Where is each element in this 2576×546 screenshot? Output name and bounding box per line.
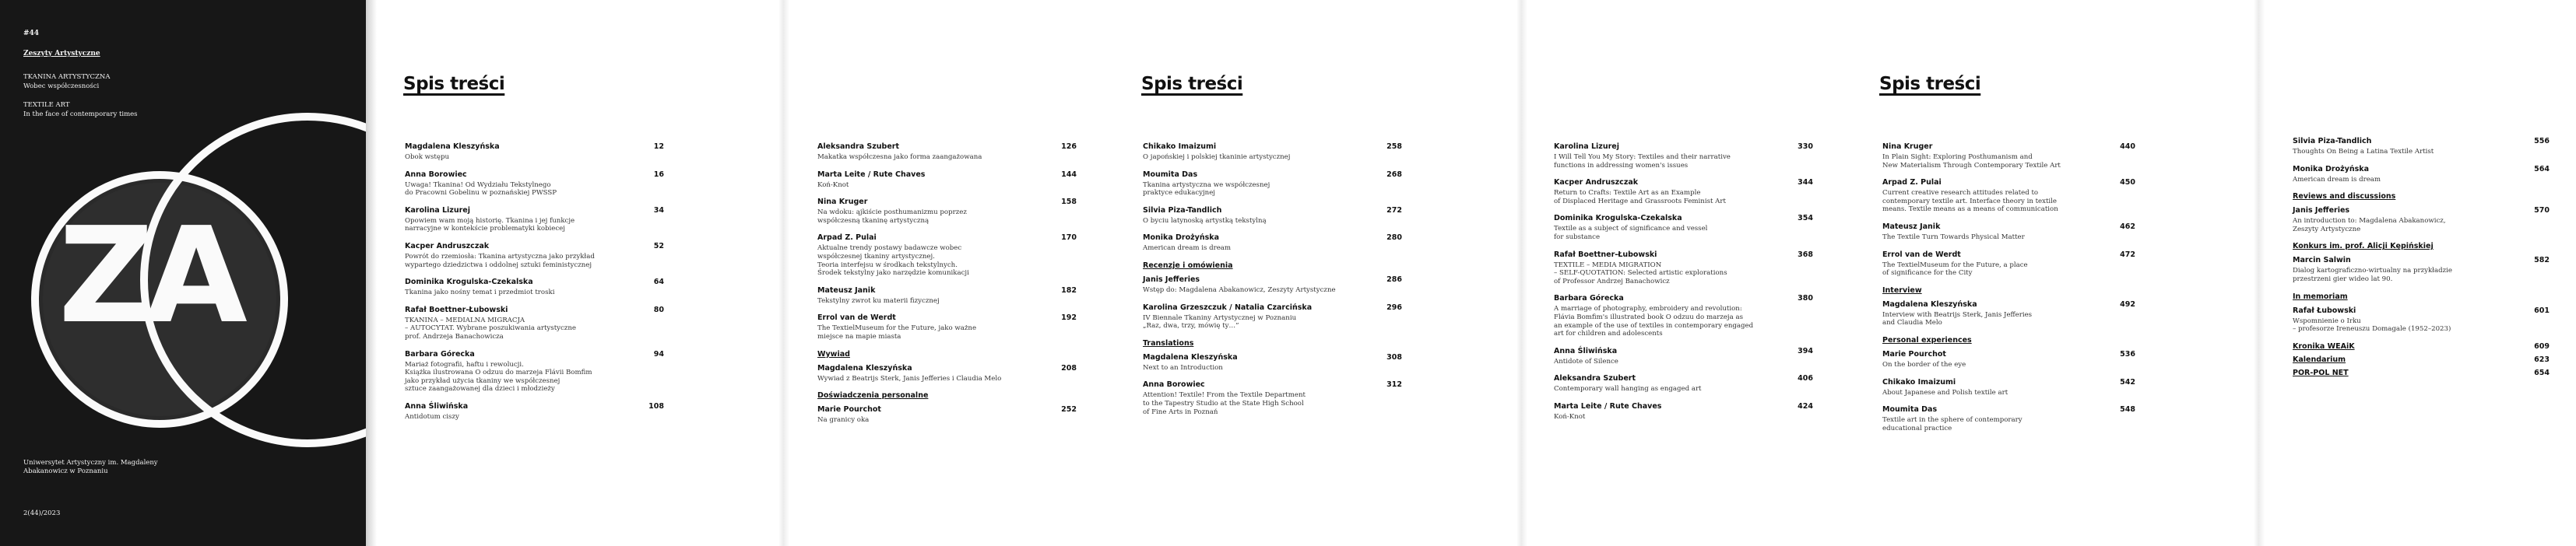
page-number: 158 [1061,198,1077,207]
entry-author: Magdalena Kleszyńska [405,142,500,151]
page-number: 472 [2120,250,2135,259]
page-number: 296 [1386,303,1402,312]
entry-title: The TextielMuseum for the Future, a place of significance for the City [1882,261,2028,278]
entry-title: Current creative research attitudes related to contemporary textile art. Interface theory in textile means. Textile means as a means of communication [1882,189,2058,214]
page-number: 368 [1798,250,1813,259]
page-number: 16 [653,170,664,179]
page-number: 272 [1386,205,1402,215]
za-logo: ZA [58,199,238,353]
page-number: 542 [2120,377,2135,387]
entry-title: The Textile Turn Towards Physical Matter [1882,233,2025,241]
entry-title: Koń-Knot [1554,413,1586,421]
entry-title: TEXTILE – MEDIA MIGRATION – SELF-QUOTATION: Selected artistic explorations of Professor Andrzej Banachowicz [1554,261,1727,285]
entry-author: Janis Jefferies [2293,206,2350,215]
entry-author: Magdalena Kleszyńska [1882,299,1977,309]
entry-title: Return to Crafts: Textile Art as an Example of Displaced Heritage and Grassroots Feminist Art [1554,189,1726,205]
entry-title: American dream is dream [2293,175,2381,184]
entry-title: Opowiem wam moją historię. Tkanina i jej funkcje narracyjne w kontekście problematyki kobiecej [405,216,575,233]
cover-title-en: TEXTILE ART [23,101,70,109]
page-number: 252 [1061,405,1077,415]
entry-author: Anna Borowiec [405,170,467,179]
series-title: Zeszyty Artystyczne [23,50,100,58]
entry-author: Dominika Krogulska-Czekalska [405,278,533,287]
page-number: 308 [1386,352,1402,362]
issue-number: #44 [23,30,40,37]
entry-author: Chikako Imaizumi [1143,142,1217,151]
entry-title: In Plain Sight: Exploring Posthumanism and New Materialism Through Contemporary Textile Art [1882,153,2061,170]
entry-author: Rafał Boettner-Łubowski [1554,250,1657,259]
page-number: 609 [2534,341,2550,351]
entry-author: Anna Śliwińska [405,402,469,411]
entry-title: Tkanina jako nośny temat i przedmiot troski [405,289,555,297]
entry-author: Magdalena Kleszyńska [817,363,912,373]
entry-title: Kronika WEAiK [2293,341,2355,351]
page-number: 354 [1798,214,1813,223]
entry-title: TKANINA – MEDIALNA MIGRACJA – AUTOCYTAT. Wybrane poszukiwania artystyczne prof. Andrzeja Banachowicza [405,316,576,341]
section-heading: Translations [1143,338,1194,348]
entry-title: Wstęp do: Magdalena Abakanowicz, Zeszyty Artystyczne [1143,286,1336,294]
entry-author: Chikako Imaizumi [1882,377,1956,387]
entry-author: Marcin Salwin [2293,256,2351,265]
page-number: 564 [2534,164,2550,173]
entry-author: Aleksandra Szubert [1554,374,1636,383]
entry-author: Moumita Das [1143,170,1198,179]
entry-title: Antidotum ciszy [405,413,459,421]
page-number: 582 [2534,256,2550,265]
entry-author: Errol van de Werdt [817,313,896,323]
spine-shadow [366,0,377,546]
entry-title: POR-POL NET [2293,368,2349,377]
cover-subtitle-pl: Wobec współczesności [23,82,100,90]
page-number: 170 [1061,233,1077,243]
gutter-shadow-2 [1516,0,1527,546]
entry-title: About Japanese and Polish textile art [1882,388,2008,397]
toc-heading-3: Spis treści [1879,74,1981,94]
page-number: 64 [653,278,664,287]
entry-title: A marriage of photography, embroidery and revolution: Flávia Bomfim's illustrated book O odzuu do marzeja as an example of the use of textiles in contemporary engaged art for children and adolescents [1554,305,1754,338]
page-number: 440 [2120,142,2135,151]
entry-author: Marie Pourchot [817,405,881,415]
entry-title: Wywiad z Beatrijs Sterk, Janis Jefferies i Claudia Melo [817,374,1002,383]
cover-title-pl: TKANINA ARTYSTYCZNA [23,73,111,81]
page-number: 286 [1386,275,1402,284]
entry-title: Tkanina artystyczna we współczesnej praktyce edukacyjnej [1143,180,1270,198]
entry-author: Marta Leite / Rute Chaves [1554,402,1662,411]
page-number: 258 [1386,142,1402,151]
entry-title: O japońskiej i polskiej tkaninie artystycznej [1143,153,1291,161]
page-number: 424 [1798,402,1813,411]
entry-title: On the border of the eye [1882,361,1966,369]
entry-title: Na granicy oka [817,416,870,425]
page-number: 192 [1061,313,1077,323]
page-number: 601 [2534,306,2550,315]
entry-author: Karolina Lizurej [405,205,470,215]
entry-author: Rafał Boettner-Łubowski [405,305,508,314]
entry-title: Mariaż fotografii, haftu i rewolucji. Książka ilustrowana O odzuu do marzeja Flávii Bomfim jako przykład użycia tkaniny we współczesnej sztuce zaangażowanej dla dzieci i młodzieży [405,360,592,394]
page-number: 12 [653,142,664,151]
entry-title: Attention! Textile! From the Textile Department to the Tapestry Studio at the State High School of Fine Arts in Poznań [1143,391,1306,416]
toc-heading: Spis treści [403,74,505,94]
entry-author: Rafał Łubowski [2293,306,2356,315]
entry-title: An introduction to: Magdalena Abakanowicz, Zeszyty Artystyczne [2293,217,2446,233]
entry-title: Contemporary wall hanging as engaged art [1554,385,1702,394]
page-number: 268 [1386,170,1402,179]
entry-author: Karolina Grzeszczuk / Natalia Czarcińska [1143,303,1313,312]
entry-author: Anna Borowiec [1143,380,1205,390]
entry-author: Kacper Andruszczak [405,242,490,250]
page-number: 144 [1061,170,1077,179]
entry-title: Na wdoku: ąjkiście posthumanizmu poprzez współczesną tkaninę artystyczną [817,208,967,225]
page-number: 330 [1798,142,1813,151]
entry-title: IV Biennale Tkaniny Artystycznej w Poznaniu „Raz, dwa, trzy, mówię ty…” [1143,313,1297,331]
entry-title: Next to an Introduction [1143,363,1223,372]
section-heading: Recenzje i omówienia [1143,261,1233,270]
entry-title: Obok wstępu [405,153,450,161]
section-heading: Doświadczenia personalne [817,391,929,401]
page-number: 406 [1798,374,1813,383]
entry-author: Moumita Das [1882,405,1938,415]
page-number: 52 [653,242,664,250]
page-number: 450 [2120,178,2135,187]
entry-title: Aktualne trendy postawy badawcze wobec współczesnej tkaniny artystycznej. Teoria interfejsu w środkach tekstylnych. Środek tekstylny jako narzędzie komunikacji [817,244,969,278]
page-number: 312 [1386,380,1402,390]
page-number: 462 [2120,222,2135,231]
entry-title: O byciu latynoską artystką tekstylną [1143,216,1267,225]
page-number: 654 [2534,368,2550,377]
page-number: 492 [2120,299,2135,309]
entry-title: Wspomnienie o Irku – profesorze Ireneuszu Domagale (1952–2023) [2293,317,2451,334]
entry-author: Kacper Andruszczak [1554,178,1639,187]
entry-title: Thoughts On Being a Latina Textile Artist [2293,148,2434,156]
entry-author: Errol van de Werdt [1882,250,1961,259]
entry-author: Arpad Z. Pulai [1882,178,1942,187]
entry-author: Monika Drożyńska [1143,233,1220,243]
page-number: 182 [1061,285,1077,295]
page-number: 34 [653,205,664,215]
entry-title: The TextielMuseum for the Future, jako ważne miejsce na mapie miasta [817,324,977,341]
page-number: 208 [1061,363,1077,373]
entry-author: Mateusz Janik [1882,222,1941,231]
section-heading: Personal experiences [1882,336,1972,345]
page-number: 536 [2120,350,2135,359]
entry-author: Marta Leite / Rute Chaves [817,170,926,179]
page-number: 126 [1061,142,1077,151]
entry-author: Aleksandra Szubert [817,142,900,151]
entry-title: Makatka współczesna jako forma zaangażowana [817,153,982,161]
entry-title: Koń-Knot [817,180,849,189]
entry-author: Dominika Krogulska-Czekalska [1554,214,1682,223]
entry-title: American dream is dream [1143,244,1232,253]
entry-author: Arpad Z. Pulai [817,233,877,243]
entry-title: Powrót do rzemiosła: Tkanina artystyczna jako przykład wypartego dziedzictwa i oddolnej sztuki feministycznej [405,253,595,269]
entry-author: Mateusz Janik [817,285,876,295]
entry-title: Dialog kartograficzno-wirtualny na przykładzie przestrzeni gier wideo lat 90. [2293,267,2452,283]
entry-author: Barbara Górecka [1554,294,1624,303]
section-heading: In memoriam [2293,292,2348,301]
entry-title: Antidote of Silence [1554,357,1618,366]
gutter-shadow-3 [2254,0,2265,546]
gutter-shadow [778,0,789,546]
entry-title: Uwaga! Tkanina! Od Wydziału Tekstylnego do Pracowni Gobelinu w poznańskiej PWSSP [405,180,557,198]
toc-heading-2: Spis treści [1141,74,1243,94]
section-heading: Reviews and discussions [2293,192,2396,201]
page-number: 394 [1798,346,1813,355]
section-heading: Wywiad [817,349,850,359]
page-number: 344 [1798,178,1813,187]
entry-title: Textile art in the sphere of contemporary educational practice [1882,416,2022,432]
entry-author: Magdalena Kleszyńska [1143,352,1238,362]
entry-author: Silvia Piza-Tandlich [1143,205,1222,215]
cover-subtitle-en: In the face of contemporary times [23,110,138,118]
page-number: 280 [1386,233,1402,243]
page-number: 548 [2120,405,2135,415]
page-number: 380 [1798,294,1813,303]
entry-author: Anna Śliwińska [1554,346,1618,355]
entry-title: I Will Tell You My Story: Textiles and their narrative functions in addressing women's issues [1554,153,1731,170]
entry-title: Tekstylny zwrot ku materii fizycznej [817,296,940,305]
entry-author: Janis Jefferies [1143,275,1200,284]
publisher: Uniwersytet Artystyczny im. Magdaleny Abakanowicz w Poznaniu [23,459,158,475]
section-heading: Interview [1882,285,1922,295]
entry-title: Textile as a subject of significance and vessel for substance [1554,225,1708,241]
cover-page [0,0,366,546]
entry-author: Karolina Lizurej [1554,142,1619,151]
issue-year: 2(44)/2023 [23,509,61,517]
page-number: 623 [2534,355,2550,364]
page-number: 94 [653,349,664,359]
entry-author: Nina Kruger [817,198,868,207]
entry-author: Nina Kruger [1882,142,1933,151]
entry-title: Kalendarium [2293,355,2346,364]
entry-author: Barbara Górecka [405,349,475,359]
page-number: 80 [653,305,664,314]
page-number: 108 [648,402,664,411]
entry-title: Interview with Beatrijs Sterk, Janis Jefferies and Claudia Melo [1882,310,2033,327]
entry-author: Silvia Piza-Tandlich [2293,137,2372,145]
section-heading: Konkurs im. prof. Alicji Kępińskiej [2293,242,2434,251]
page-number: 570 [2534,206,2550,215]
page-number: 556 [2534,137,2550,145]
entry-author: Monika Drożyńska [2293,164,2370,173]
entry-author: Marie Pourchot [1882,350,1946,359]
